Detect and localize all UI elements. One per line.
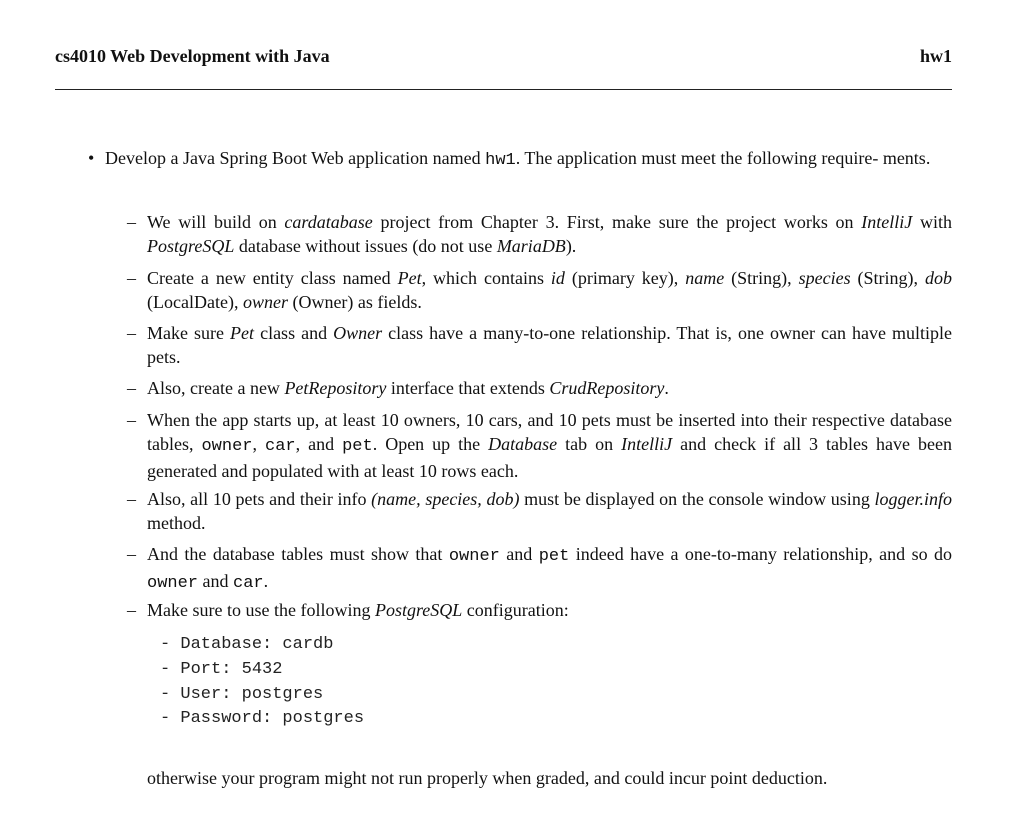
assignment-label: hw1 <box>919 46 952 66</box>
dash-marker: – <box>127 323 136 343</box>
dash-marker: – <box>127 378 136 398</box>
dash-marker: – <box>127 410 136 430</box>
closing-note: otherwise your program might not run properly when graded, and could incur point deduction. <box>147 768 828 788</box>
config-user: - User: postgres <box>160 685 324 704</box>
config-port: - Port: 5432 <box>160 660 283 679</box>
main-instruction: Develop a Java Spring Boot Web application named hw1. The application must meet the following require- ments. <box>105 148 931 170</box>
dash-marker: – <box>127 268 136 288</box>
dash-marker: – <box>127 544 136 564</box>
dash-marker: – <box>127 212 136 232</box>
bullet-marker: • <box>88 148 95 168</box>
config-database: - Database: cardb <box>160 635 334 654</box>
dash-marker: – <box>127 600 136 620</box>
header-rule <box>55 89 952 90</box>
course-title: cs4010 Web Development with Java <box>55 46 330 66</box>
app-name: hw1 <box>485 151 516 170</box>
dash-marker: – <box>127 489 136 509</box>
config-password: - Password: postgres <box>160 709 365 728</box>
